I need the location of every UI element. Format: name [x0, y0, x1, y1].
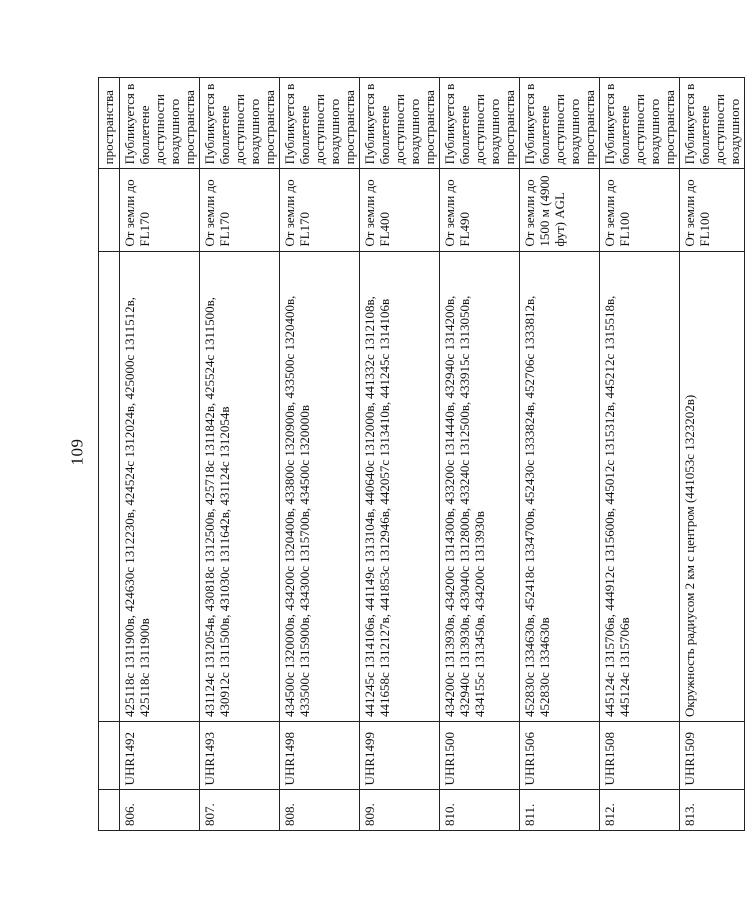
zone-publication: Публикуется в бюллетене доступности воздушного пространства [200, 78, 280, 169]
zone-coordinates: 431124с 1312054в, 430818с 1312500в, 425718с 1311842в, 425524с 1311500в, 430912с 1311500в, 431030с 1311642в, 431124с 1312054в [200, 251, 280, 721]
zone-publication: Публикуется в бюллетене доступности воздушного пространства [520, 78, 600, 169]
row-number: 808. [280, 790, 360, 831]
zone-altitude: От земли до FL100 [680, 169, 745, 251]
table-row [600, 78, 680, 831]
zone-publication: Публикуется в бюллетене доступности воздушного [680, 78, 745, 169]
page-number: 109 [67, 438, 87, 466]
zone-code: UHR1509 [680, 721, 745, 789]
rotated-table-area [98, 77, 742, 907]
zone-altitude: От земли до FL490 [440, 169, 520, 251]
zone-code [99, 721, 120, 789]
table-row [680, 78, 745, 831]
row-number [99, 790, 120, 831]
table-row [360, 78, 440, 831]
zone-altitude: От земли до 1500 м (4900 фут) AGL [520, 169, 600, 251]
zone-publication: Публикуется в бюллетене доступности воздушного пространства [600, 78, 680, 169]
table-row [280, 78, 360, 831]
zone-altitude: От земли до FL100 [600, 169, 680, 251]
zone-altitude: От земли до FL400 [360, 169, 440, 251]
zone-code: UHR1500 [440, 721, 520, 789]
zone-coordinates: 434500с 1320000в, 434200с 1320400в, 433800с 1320900в, 433500с 1320400в, 433500с 1315900в, 434300с 1315700в, 434500с 1320000в [280, 251, 360, 721]
zone-publication: Публикуется в бюллетене доступности воздушного пространства [440, 78, 520, 169]
zone-coordinates: 445124с 1315706в, 444912с 1315600в, 445012с 1315312в, 445212с 1315518в, 445124с 1315706в [600, 251, 680, 721]
zone-publication: Публикуется в бюллетене доступности воздушного пространства [120, 78, 200, 169]
row-number: 812. [600, 790, 680, 831]
zone-code: UHR1498 [280, 721, 360, 789]
zone-altitude: От земли до FL170 [200, 169, 280, 251]
zone-altitude [99, 169, 120, 251]
zone-code: UHR1506 [520, 721, 600, 789]
zone-coordinates: Окружность радиусом 2 км с центром (441053с 1323202в) [680, 251, 745, 721]
zone-code: UHR1508 [600, 721, 680, 789]
airspace-zones-table [98, 77, 745, 831]
zone-altitude: От земли до FL170 [120, 169, 200, 251]
row-number: 810. [440, 790, 520, 831]
zone-code: UHR1499 [360, 721, 440, 789]
zone-coordinates: 425118с 1311900в, 424630с 1312230в, 424524с 1312024в, 425000с 1311512в, 425118с 1311900в [120, 251, 200, 721]
row-number: 807. [200, 790, 280, 831]
table-row [99, 78, 120, 831]
zone-coordinates: 452830с 1334630в, 452418с 1334700в, 452430с 1333824в, 452706с 1333812в, 452830с 1334630в [520, 251, 600, 721]
table-row [440, 78, 520, 831]
zone-coordinates: 441245с 1314106в, 441149с 1313104в, 440640с 1312000в, 441332с 1312108в, 441658с 1312127в, 441853с 1312946в, 442057с 1313410в, 441245с 1314106в [360, 251, 440, 721]
zone-coordinates [99, 251, 120, 721]
zone-publication: Публикуется в бюллетене доступности воздушного пространства [280, 78, 360, 169]
table-row [120, 78, 200, 831]
zone-coordinates: 434200с 1313930в, 434200с 1314300в, 433200с 1314440в, 432940с 1314200в, 432940с 1313930в, 433040с 1312800в, 433240с 1312500в, 433915с 1313050в, 434155с 1313450в, 434200с 1313930в [440, 251, 520, 721]
table-body [99, 78, 745, 831]
zone-altitude: От земли до FL170 [280, 169, 360, 251]
zone-publication: пространства [99, 78, 120, 169]
row-number: 809. [360, 790, 440, 831]
table-row [200, 78, 280, 831]
zone-code: UHR1492 [120, 721, 200, 789]
row-number: 811. [520, 790, 600, 831]
row-number: 813. [680, 790, 745, 831]
table-row [520, 78, 600, 831]
zone-code: UHR1493 [200, 721, 280, 789]
zone-publication: Публикуется в бюллетене доступности воздушного пространства [360, 78, 440, 169]
row-number: 806. [120, 790, 200, 831]
